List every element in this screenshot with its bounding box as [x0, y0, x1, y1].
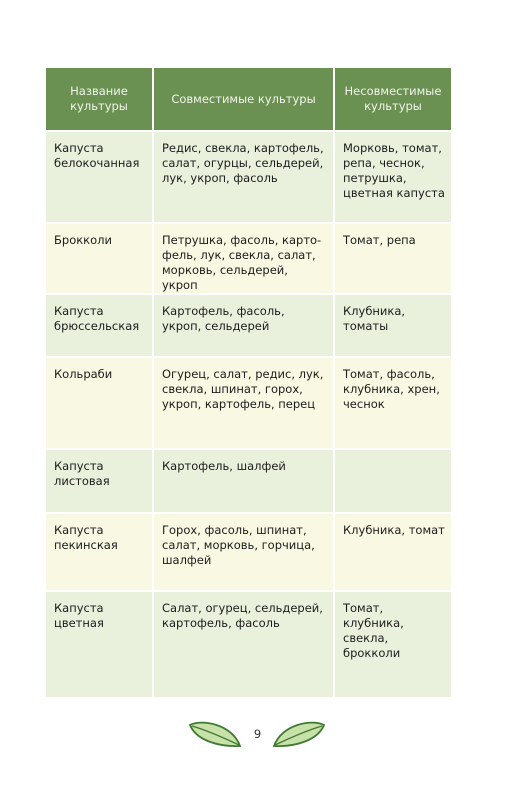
incompatible-cell: Клубника, томаты: [334, 294, 451, 357]
compatible-cell: Петрушка, фасоль, карто-фель, лук, свекла, салат, морковь, сельдерей, укроп: [153, 223, 334, 294]
incompatible-cell: Клубника, томат: [334, 513, 451, 591]
table-row: [46, 294, 451, 357]
table-row: [46, 357, 451, 449]
incompatible-cell: Томат, репа: [334, 223, 451, 294]
page-number: 9: [253, 727, 262, 741]
incompatible-cell: Томат, фасоль, клубника, хрен, чеснок: [334, 357, 451, 449]
header-crop: Название культуры: [46, 68, 153, 131]
header-incompatible: Несовместимые культуры: [334, 68, 451, 131]
page-footer: [0, 718, 515, 752]
compatible-cell: Редис, свекла, картофель, салат, огурцы, сельдерей, лук, укроп, фасоль: [153, 131, 334, 223]
compatible-cell: Салат, огурец, сельдерей, картофель, фасоль: [153, 591, 334, 698]
compatible-cell: Огурец, салат, редис, лук, свекла, шпинат, горох, укроп, картофель, перец: [153, 357, 334, 449]
crop-cell: Капуста белокочанная: [46, 131, 153, 223]
crop-cell: Кольраби: [46, 357, 153, 449]
table-row: [46, 223, 451, 294]
crop-cell: Капуста пекинская: [46, 513, 153, 591]
leaf-icon: [272, 720, 326, 748]
table-row: [46, 591, 451, 698]
crop-cell: Брокколи: [46, 223, 153, 294]
crop-cell: Капуста листовая: [46, 449, 153, 513]
compatible-cell: Картофель, шалфей: [153, 449, 334, 513]
incompatible-cell: Морковь, томат, репа, чеснок, петрушка, цветная капуста: [334, 131, 451, 223]
compatible-cell: Картофель, фасоль, укроп, сельдерей: [153, 294, 334, 357]
incompatible-cell: Томат, клубника, свекла, брокколи: [334, 591, 451, 698]
table-header-row: [46, 68, 451, 131]
header-compatible: Совместимые культуры: [153, 68, 334, 131]
incompatible-cell: [334, 449, 451, 513]
table-row: [46, 513, 451, 591]
compatibility-table: [46, 68, 451, 699]
crop-cell: Капуста цветная: [46, 591, 153, 698]
compatible-cell: Горох, фасоль, шпинат, салат, морковь, горчица, шалфей: [153, 513, 334, 591]
crop-cell: Капуста брюссельская: [46, 294, 153, 357]
table-row: [46, 131, 451, 223]
table-row: [46, 449, 451, 513]
